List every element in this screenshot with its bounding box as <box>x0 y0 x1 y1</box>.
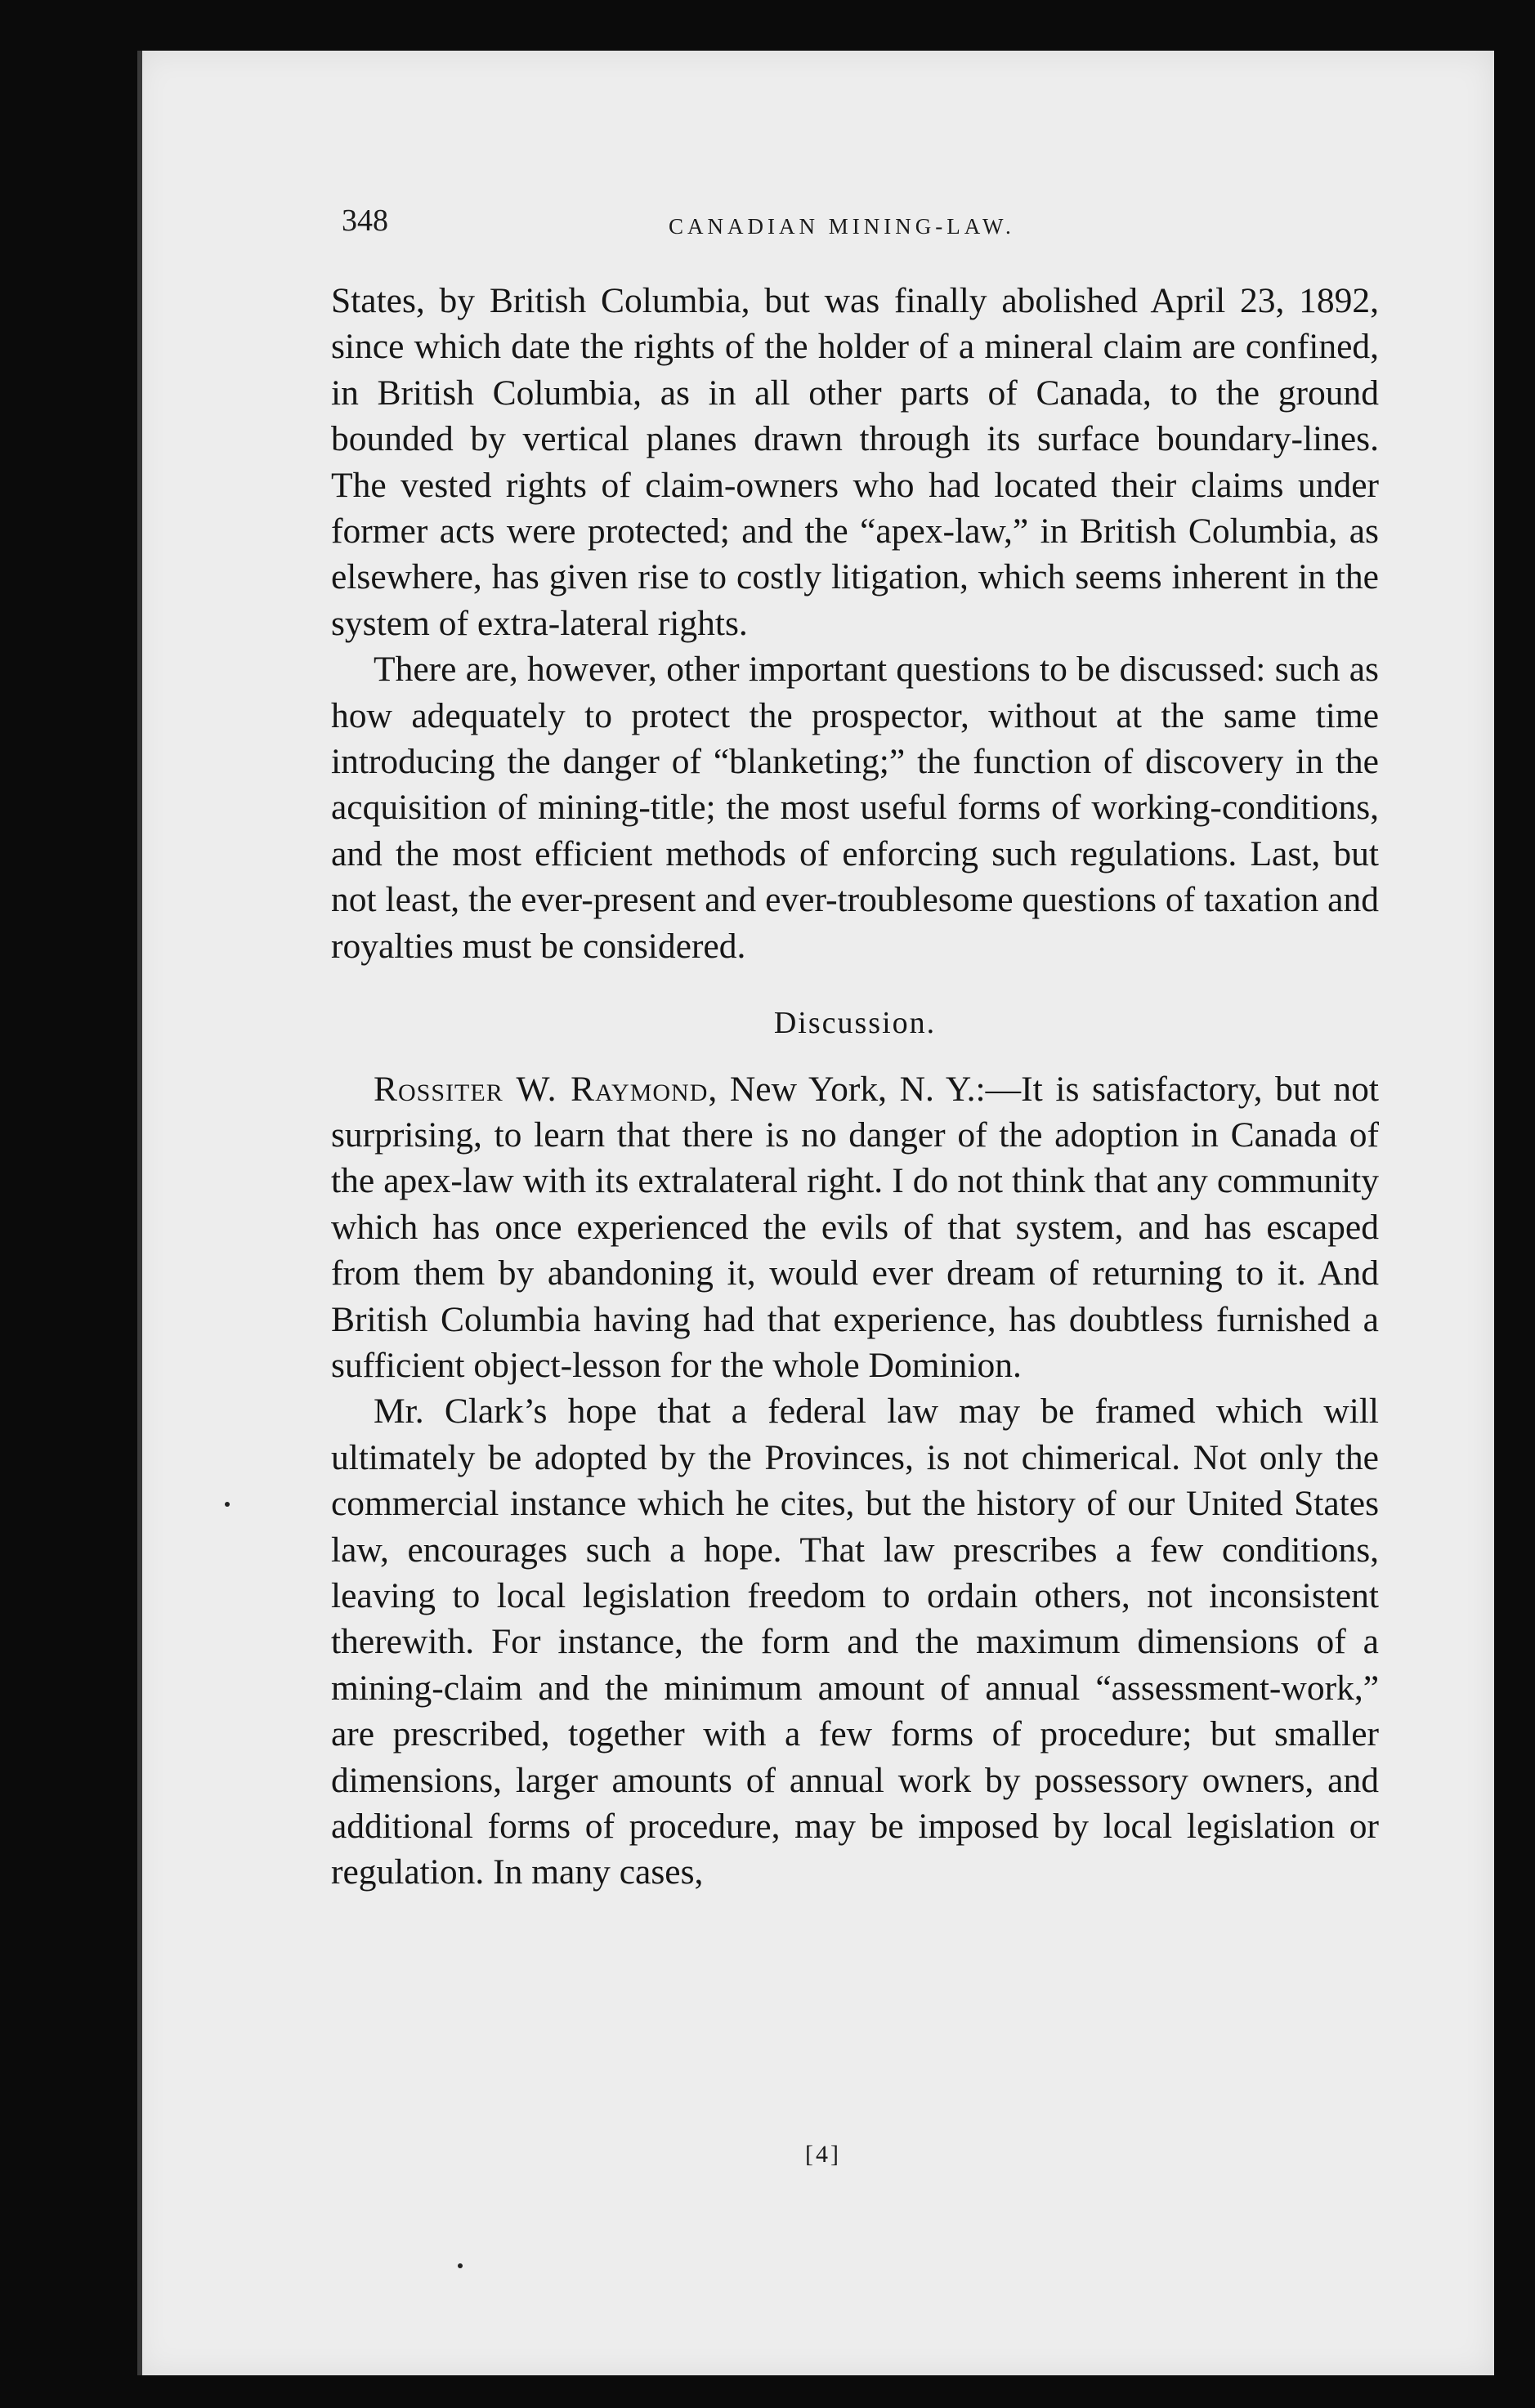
paragraph-raymond <box>331 1066 1379 1389</box>
margin-speck <box>225 1502 230 1507</box>
page-header <box>342 203 1388 252</box>
signature-mark: [4] <box>805 2141 841 2168</box>
speaker-name: Rossiter W. Raymond <box>374 1069 709 1109</box>
page-body <box>331 278 1379 1896</box>
speaker-location: , New York, N. Y.: <box>708 1069 986 1109</box>
paragraph-continuation: States, by British Columbia, but was finally abolished April 23, 1892, since which date the rights of the holder of a mineral claim are confined, in British Columbia, as in all other parts of Canada, to the ground bounded by vertical planes drawn through its surface boundary-lines. The vested rights of claim-owners who had located their claims under former acts were protected; and the “apex-law,” in British Columbia, as elsewhere, has given rise to costly litigation, which seems inherent in the system of extra-lateral rights. <box>331 281 1379 643</box>
section-heading-discussion: Discussion. <box>773 1006 937 1041</box>
paragraph-clark-hope: Mr. Clark’s hope that a federal law may be framed which will ultimately be adopted by the Provinces, is not chimerical. Not only the commercial instance which he cites, but the history of our United States law, encourages such a hope. That law prescribes a few conditions, leaving to local legislation freedom to ordain others, not inconsistent therewith. For instance, the form and the maximum dimensions of a mining-claim and the minimum amount of annual “assessment-work,” are prescribed, together with a few forms of procedure; but smaller dimensions, larger amounts of annual work by possessory owners, and additional forms of procedure, may be imposed by local legislation or regulation. In many cases, <box>331 1392 1379 1892</box>
page-number: 348 <box>342 203 388 238</box>
paragraph-questions: There are, however, other important questions to be discussed: such as how adequately to protect the prospector, without at the same time introducing the danger of “blanketing;” the function of discovery in the acquisition of mining-title; the most useful forms of working-conditions, and the most efficient methods of enforcing such regulations. Last, but not least, the ever-present and ever-troublesome questions of taxation and royalties must be considered. <box>331 650 1379 966</box>
page-edge-shadow <box>137 51 142 2375</box>
running-title: CANADIAN MINING-LAW. <box>669 214 1015 239</box>
margin-speck <box>458 2263 463 2268</box>
paragraph-raymond-text: —It is satisfactory, but not surprising, to learn that there is no danger of the adoption in Canada of the apex-law with its extralateral right. I do not think that any community which has once experienced the evils of that system, and has escaped from them by abandoning it, would ever dream of returning to it. And British Columbia having had that experience, has doubtless furnished a sufficient object-lesson for the whole Dominion. <box>331 1069 1379 1385</box>
